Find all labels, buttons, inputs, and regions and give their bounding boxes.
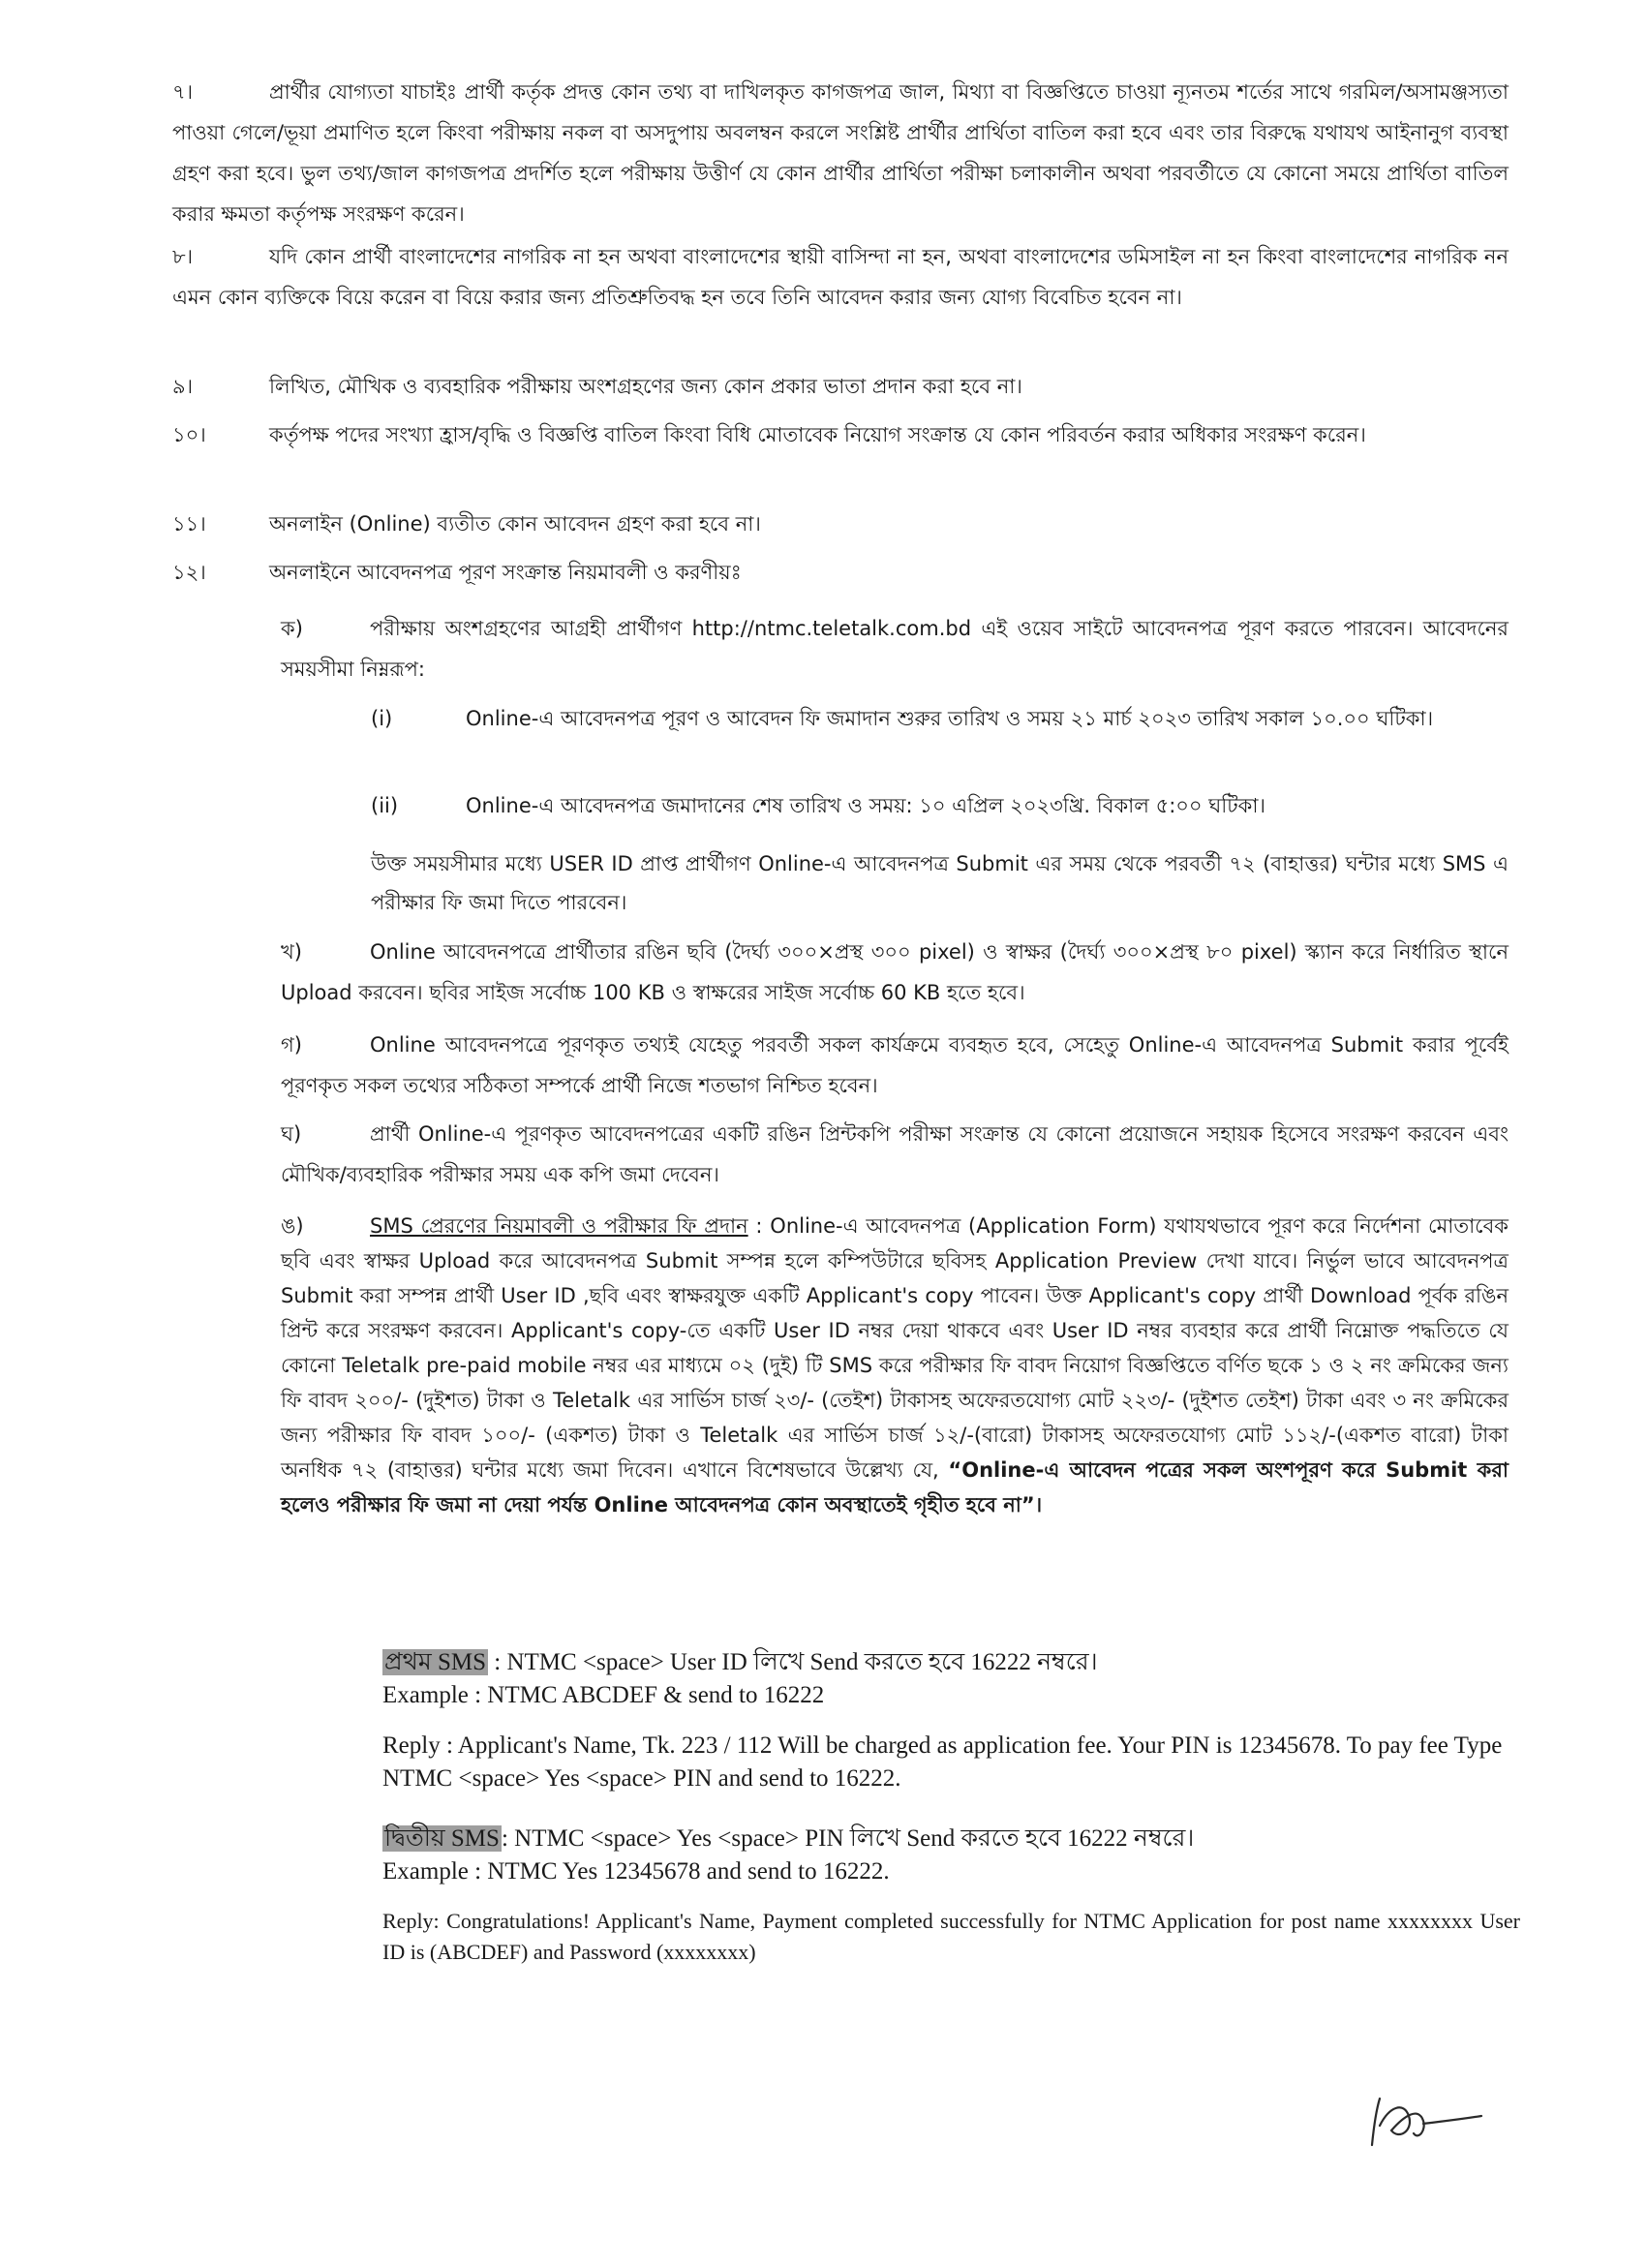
clause-text: অনলাইনে আবেদনপত্র পূরণ সংক্রান্ত নিয়মাবলী ও করণীয়ঃ xyxy=(269,561,742,584)
subclause-umo xyxy=(281,1209,1509,1522)
date-text: Online-এ আবেদনপত্র জমাদানের শেষ তারিখ ও সময়: ১০ এপ্রিল ২০২৩খ্রি. বিকাল ৫:০০ ঘটিকা। xyxy=(466,794,1265,817)
date-end xyxy=(371,786,1509,825)
clause-12 xyxy=(172,552,1509,593)
clause-text: লিখিত, মৌখিক ও ব্যবহারিক পরীক্ষায় অংশগ্রহণের জন্য কোন প্রকার ভাতা প্রদান করা হবে না। xyxy=(269,375,1022,398)
date-text: Online-এ আবেদনপত্র পূরণ ও আবেদন ফি জমাদান শুরুর তারিখ ও সময় ২১ মার্চ ২০২৩ তারিখ সকাল ১০.০০ ঘটিকা। xyxy=(466,707,1434,730)
clause-text: যদি কোন প্রার্থী বাংলাদেশের নাগরিক না হন অথবা বাংলাদেশের স্থায়ী বাসিন্দা না হন, অথবা বাংলাদেশের ডমিসাইল না হন কিংবা বাংলাদেশের নাগরিক নন এমন কোন ব্যক্তিকে বিয়ে করেন বা বিয়ে করার জন্য প্রতিশ্রুতিবদ্ধ হন তবে তিনি আবেদন করার জন্য যোগ্য বিবেচিত হবেন না। xyxy=(172,245,1509,309)
second-sms-example: Example : NTMC Yes 12345678 and send to 16222. xyxy=(382,1858,890,1885)
subclause-label: ক) xyxy=(281,617,303,640)
subclause-text: : Online-এ আবেদনপত্র (Application Form) যথাযথভাবে পূরণ করে নির্দেশনা মোতাবেক ছবি এবং স্বাক্ষর Upload করে আবেদনপত্র Submit সম্পন্ন হলে কম্পিউটারে ছবিসহ Application Preview দেখা যাবে। নির্ভুল ভাবে আবেদনপত্র Submit করা সম্পন্ন প্রার্থী User ID ,ছবি এবং স্বাক্ষরযুক্ত একটি Applicant's copy পাবেন। উক্ত Applicant's copy প্রার্থী Download পূর্বক রঙিন প্রিন্ট করে সংরক্ষণ করবেন। Applicant's copy-তে একটি User ID নম্বর দেয়া থাকবে এবং User ID নম্বর ব্যবহার করে প্রার্থী নিম্নোক্ত পদ্ধতিতে যে কোনো Teletalk pre-paid mobile নম্বর এর মাধ্যমে ০২ (দুই) টি SMS করে পরীক্ষার ফি বাবদ নিয়োগ বিজ্ঞপ্তিতে বর্ণিত ছকে ১ ও ২ নং ক্রমিকের জন্য ফি বাবদ ২০০/- (দুইশত) টাকা ও Teletalk এর সার্ভিস চার্জ ২৩/- (তেইশ) টাকাসহ অফেরতযোগ্য মোট ২২৩/- (দুইশত তেইশ) টাকা এবং ৩ নং ক্রমিকের জন্য পরীক্ষার ফি বাবদ ১০০/- (একশত) টাকা ও Teletalk এর সার্ভিস চার্জ ১২/-(বারো) টাকাসহ অফেরতযোগ্য মোট ১১২/-(একশত বারো) টাকা অনধিক ৭২ (বাহাত্তর) ঘন্টার মধ্যে জমা দিবেন। এখানে বিশেষভাবে উল্লেখ্য যে, xyxy=(281,1214,1509,1482)
clause-10 xyxy=(172,414,1509,455)
clause-11 xyxy=(172,504,1509,544)
subclause-label: গ) xyxy=(281,1033,302,1057)
subclause-label: ঘ) xyxy=(281,1122,302,1146)
date-label: (i) xyxy=(371,707,393,730)
clause-number: ১১। xyxy=(172,512,206,536)
first-sms-example: Example : NTMC ABCDEF & send to 16222 xyxy=(382,1682,825,1708)
second-sms-label: দ্বিতীয় SMS xyxy=(384,1825,500,1852)
signature xyxy=(1360,2087,1486,2155)
subclause-label: খ) xyxy=(281,940,302,964)
date-start xyxy=(371,699,1509,738)
second-sms-instruction xyxy=(382,1823,1520,1855)
subclause-text: পরীক্ষায় অংশগ্রহণের আগ্রহী প্রার্থীগণ http://ntmc.teletalk.com.bd এই ওয়েব সাইটে আবেদনপত্র পূরণ করতে পারবেন। আবেদনের সময়সীমা নিম্নরূপ: xyxy=(281,617,1509,681)
subclause-text: Online আবেদনপত্রে পূরণকৃত তথ্যই যেহেতু পরবর্তী সকল কার্যক্রমে ব্যবহৃত হবে, সেহেতু Online-এ আবেদনপত্র Submit করার পূর্বেই পূরণকৃত সকল তথ্যের সঠিকতা সম্পর্কে প্রার্থী নিজে শতভাগ নিশ্চিত হবেন। xyxy=(281,1033,1509,1097)
first-sms-instruction xyxy=(382,1646,1520,1679)
clause-text: কর্তৃপক্ষ পদের সংখ্যা হ্রাস/বৃদ্ধি ও বিজ্ঞপ্তি বাতিল কিংবা বিধি মোতাবেক নিয়োগ সংক্রান্ত যে কোন পরিবর্তন করার অধিকার সংরক্ষণ করেন। xyxy=(269,423,1366,446)
date-label: (ii) xyxy=(371,794,399,817)
clause-text: অনলাইন (Online) ব্যতীত কোন আবেদন গ্রহণ করা হবে না। xyxy=(269,512,761,536)
clause-number: ৭। xyxy=(172,80,194,104)
clause-8 xyxy=(172,236,1509,318)
subclause-label: ঙ) xyxy=(281,1214,304,1238)
second-sms-block xyxy=(382,1823,1520,1968)
first-sms-block xyxy=(382,1646,1520,1795)
subclause-ka xyxy=(281,608,1509,690)
clause-number: ১০। xyxy=(172,423,206,446)
clause-number: ৮। xyxy=(172,245,194,268)
clause-9 xyxy=(172,366,1509,407)
timeframe-note: উক্ত সময়সীমার মধ্যে USER ID প্রাপ্ত প্রার্থীগণ Online-এ আবেদনপত্র Submit এর সময় থেকে পরবর্তী ৭২ (বাহাত্তর) ঘন্টার মধ্যে SMS এ পরীক্ষার ফি জমা দিতে পারবেন। xyxy=(371,852,1509,914)
subclause-text: প্রার্থী Online-এ পূরণকৃত আবেদনপত্রের একটি রঙিন প্রিন্টকপি পরীক্ষা সংক্রান্ত যে কোনো প্রয়োজনে সহায়ক হিসেবে সংরক্ষণ করবেন এবং মৌখিক/ব্যবহারিক পরীক্ষার সময় এক কপি জমা দেবেন। xyxy=(281,1122,1509,1186)
subclause-ga xyxy=(281,1025,1509,1106)
second-sms-reply: Reply: Congratulations! Applicant's Name, Payment completed successfully for NTMC Application for post name xxxxxxxx User ID is (ABCDEF) and Password (xxxxxxxx) xyxy=(382,1909,1520,1964)
fee-emphasis-note: “Online-এ আবেদন পত্রের সকল অংশপূরণ করে Submit করা হলেও পরীক্ষার ফি জমা না দেয়া পর্যন্ত Online আবেদনপত্র কোন অবস্থাতেই গৃহীত হবে না”। xyxy=(281,1458,1509,1517)
first-sms-command: : NTMC <space> User ID লিখে Send করতে হবে 16222 নম্বরে। xyxy=(488,1649,1098,1675)
clause-number: ৯। xyxy=(172,375,194,398)
second-sms-command: : NTMC <space> Yes <space> PIN লিখে Send করতে হবে 16222 নম্বরে। xyxy=(501,1825,1195,1852)
first-sms-reply: Reply : Applicant's Name, Tk. 223 / 112 Will be charged as application fee. Your PIN is 12345678. To pay fee Type NTMC <space> Yes <space> PIN and send to 16222. xyxy=(382,1732,1503,1792)
subclause-gha xyxy=(281,1114,1509,1195)
clause-text: প্রার্থীর যোগ্যতা যাচাইঃ প্রার্থী কর্তৃক প্রদত্ত কোন তথ্য বা দাখিলকৃত কাগজপত্র জাল, মিথ্যা বা বিজ্ঞপ্তিতে চাওয়া ন্যূনতম শর্তের সাথে গরমিল/অসামঞ্জস্যতা পাওয়া গেলে/ভূয়া প্রমাণিত হলে কিংবা পরীক্ষায় নকল বা অসদুপায় অবলম্বন করলে সংশ্লিষ্ট প্রার্থীর প্রার্থিতা বাতিল করা হবে এবং তার বিরুদ্ধে যথাযথ আইনানুগ ব্যবস্থা গ্রহণ করা হবে। ভুল তথ্য/জাল কাগজপত্র প্রদর্শিত হলে পরীক্ষায় উত্তীর্ণ যে কোন প্রার্থীর প্রার্থিতা পরীক্ষা চলাকালীন অথবা পরবর্তীতে যে কোনো সময়ে প্রার্থিতা বাতিল করার ক্ষমতা কর্তৃপক্ষ সংরক্ষণ করেন। xyxy=(172,80,1509,226)
sms-fee-heading: SMS প্রেরণের নিয়মাবলী ও পরীক্ষার ফি প্রদান xyxy=(370,1214,748,1238)
clause-number: ১২। xyxy=(172,561,206,584)
clause-7 xyxy=(172,72,1509,234)
first-sms-label: প্রথম SMS xyxy=(384,1649,487,1675)
subclause-text: Online আবেদনপত্রে প্রার্থীতার রঙিন ছবি (দৈর্ঘ্য ৩০০×প্রস্থ ৩০০ pixel) ও স্বাক্ষর (দৈর্ঘ্য ৩০০×প্রস্থ ৮০ pixel) স্ক্যান করে নির্ধারিত স্থানে Upload করবেন। ছবির সাইজ সর্বোচ্চ 100 KB ও স্বাক্ষরের সাইজ সর্বোচ্চ 60 KB হতে হবে। xyxy=(281,940,1509,1004)
subclause-kha xyxy=(281,932,1509,1013)
